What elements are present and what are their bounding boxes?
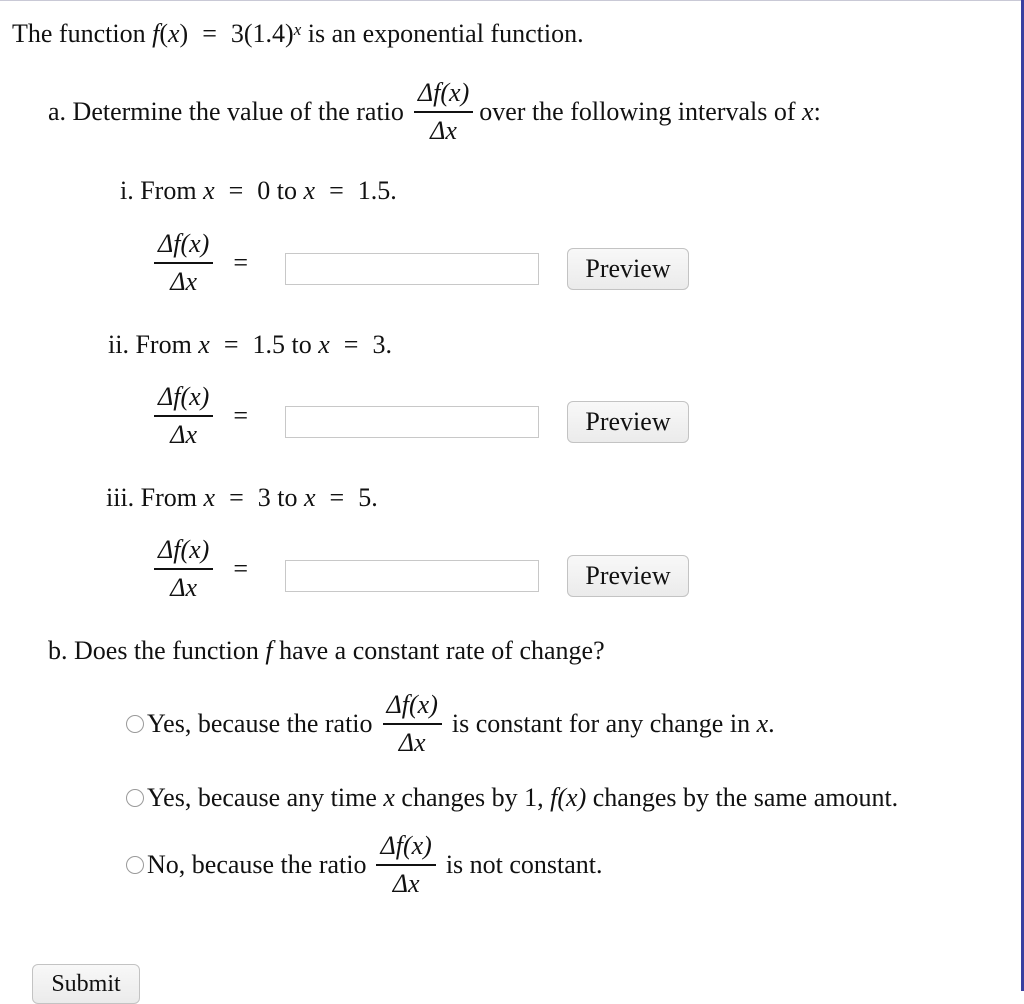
ratio-denominator: Δx xyxy=(392,868,420,898)
interval-to: to xyxy=(291,330,312,359)
option-period: . xyxy=(768,708,775,738)
part-b-label: b. Does the function xyxy=(48,636,259,665)
interval-2-label xyxy=(108,329,392,361)
interval-to: to xyxy=(277,483,298,512)
intro-exponent: x xyxy=(293,20,302,39)
interval-equals: = xyxy=(229,483,244,512)
interval-x: x xyxy=(198,330,210,359)
part-b-rest: have a constant rate of change? xyxy=(279,636,605,665)
intro-equals: = xyxy=(202,19,217,48)
part-a-label: a. Determine the value of the ratio xyxy=(48,96,404,126)
part-b-f: f xyxy=(265,636,273,665)
interval-label: ii. From xyxy=(108,330,192,359)
answer-input-2[interactable] xyxy=(285,406,539,438)
interval-start: 3 xyxy=(257,483,271,512)
interval-start: 1.5 xyxy=(252,330,286,359)
part-a-ratio xyxy=(414,79,473,145)
preview-button-2[interactable]: Preview xyxy=(567,401,689,443)
option-text: No, because the ratio xyxy=(147,849,367,879)
interval-period: . xyxy=(371,483,378,512)
part-a-line xyxy=(48,79,821,145)
interval-equals: = xyxy=(228,176,244,205)
ratio-denominator: Δx xyxy=(170,266,198,296)
ratio-denominator: Δx xyxy=(430,115,457,145)
option-text: Yes, because the ratio xyxy=(147,708,373,738)
intro-x: x xyxy=(167,19,180,48)
preview-button-1[interactable]: Preview xyxy=(567,248,689,290)
interval-start: 0 xyxy=(257,176,271,205)
interval-end: 5 xyxy=(358,483,372,512)
interval-x: x xyxy=(203,483,216,512)
interval-label: iii. From xyxy=(106,483,198,512)
answer-input-1[interactable] xyxy=(285,253,539,285)
intro-line: The function f ( x ) = 3(1.4) $^x$ is an exponential function. xyxy=(12,18,584,50)
intro-suffix: is an exponential function. xyxy=(307,19,584,48)
option-ratio xyxy=(376,832,435,898)
interval-x: x xyxy=(318,330,330,359)
option-2[interactable] xyxy=(126,782,898,814)
interval-1-equation xyxy=(148,230,262,296)
interval-x: x xyxy=(203,176,215,205)
option-ratio xyxy=(383,691,442,757)
ratio-denominator: Δx xyxy=(170,572,198,602)
frame-top-border xyxy=(0,0,1024,1)
equation-equals: = xyxy=(233,553,249,583)
interval-ratio xyxy=(154,230,213,296)
option-fx: f(x) xyxy=(550,783,587,812)
equation-equals: = xyxy=(233,400,249,430)
intro-coef: 3(1.4) xyxy=(230,19,294,48)
option-x: x xyxy=(756,708,769,738)
ratio-numerator: Δf(x) xyxy=(158,382,210,411)
interval-end: 3 xyxy=(372,330,386,359)
interval-x: x xyxy=(303,483,316,512)
interval-2-equation xyxy=(148,383,262,449)
interval-3-label xyxy=(106,482,378,514)
interval-1-label xyxy=(120,175,397,207)
interval-3-equation xyxy=(148,536,262,602)
interval-ratio xyxy=(154,383,213,449)
radio-option-1[interactable] xyxy=(126,715,144,733)
answer-input-3[interactable] xyxy=(285,560,539,592)
interval-to: to xyxy=(276,176,298,205)
preview-button-3[interactable]: Preview xyxy=(567,555,689,597)
part-a-after: over the following intervals of xyxy=(479,96,796,126)
interval-equals: = xyxy=(223,330,239,359)
ratio-numerator: Δf(x) xyxy=(386,690,438,719)
option-x: x xyxy=(383,783,395,812)
radio-option-2[interactable] xyxy=(126,789,144,807)
option-3[interactable] xyxy=(126,832,603,898)
submit-button[interactable]: Submit xyxy=(32,964,140,1004)
ratio-numerator: Δf(x) xyxy=(380,831,432,860)
interval-end: 1.5 xyxy=(357,176,391,205)
interval-x: x xyxy=(303,176,316,205)
option-text: Yes, because any time xyxy=(147,783,377,812)
part-a-x: x xyxy=(802,96,814,126)
part-a-colon: : xyxy=(813,96,821,126)
intro-prefix: The function xyxy=(12,19,146,48)
option-1[interactable] xyxy=(126,691,775,757)
option-text: is constant for any change in xyxy=(451,708,751,738)
ratio-numerator: Δf(x) xyxy=(158,229,210,258)
interval-equals: = xyxy=(343,330,359,359)
equation-equals: = xyxy=(233,247,249,277)
part-b-line xyxy=(48,635,605,667)
interval-equals: = xyxy=(329,483,345,512)
radio-option-3[interactable] xyxy=(126,856,144,874)
interval-label: i. From xyxy=(120,176,197,205)
ratio-numerator: Δf(x) xyxy=(417,78,470,107)
ratio-denominator: Δx xyxy=(170,419,198,449)
interval-period: . xyxy=(390,176,397,205)
ratio-numerator: Δf(x) xyxy=(158,535,210,564)
option-text: changes by the same amount. xyxy=(592,783,899,812)
ratio-denominator: Δx xyxy=(398,727,426,757)
option-text: is not constant. xyxy=(445,849,603,879)
interval-ratio xyxy=(154,536,213,602)
interval-period: . xyxy=(385,330,392,359)
intro-f: f xyxy=(152,19,160,48)
option-text: changes by 1, xyxy=(401,783,544,812)
interval-equals: = xyxy=(329,176,344,205)
